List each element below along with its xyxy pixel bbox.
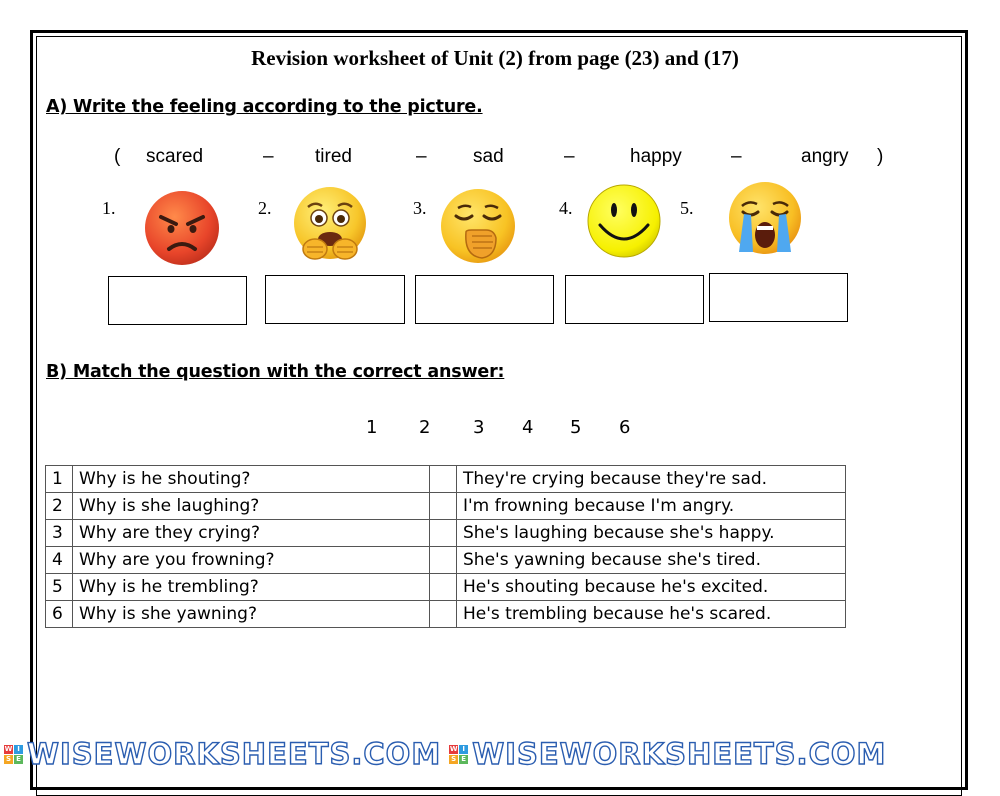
crying-face-icon [727, 180, 803, 258]
logo-text: WISEWORKSHEETS.COM [27, 737, 442, 771]
item-number: 3. [413, 198, 427, 218]
section-b-heading: B) Match the question with the correct answer: [46, 362, 505, 382]
row-number: 1 [46, 466, 73, 493]
match-answer-cell[interactable] [430, 574, 457, 601]
logo-tiles-icon: W I S E [4, 745, 23, 764]
answer-cell: She's yawning because she's tired. [457, 547, 846, 574]
question-cell: Why is he shouting? [73, 466, 430, 493]
logo-text: WISEWORKSHEETS.COM [472, 737, 887, 771]
yawning-face-icon [438, 186, 518, 266]
row-number: 6 [46, 601, 73, 628]
wiseworksheets-logo [4, 737, 441, 771]
wordbank-word: happy [630, 146, 682, 167]
wordbank-dash: – [564, 146, 575, 167]
wordbank-open-paren: ( [114, 146, 121, 167]
match-answer-cell[interactable] [430, 601, 457, 628]
angry-face-icon [143, 189, 221, 267]
table-row [46, 601, 846, 628]
row-number: 3 [46, 520, 73, 547]
answer-number: 4 [522, 417, 534, 438]
table-row [46, 547, 846, 574]
question-cell: Why are you frowning? [73, 547, 430, 574]
answer-number: 6 [619, 417, 631, 438]
item-number: 4. [559, 198, 573, 218]
question-cell: Why is she laughing? [73, 493, 430, 520]
item-number: 2. [258, 198, 272, 218]
wordbank-word: sad [473, 146, 504, 167]
smiley-face-icon [586, 183, 662, 259]
table-row [46, 520, 846, 547]
wordbank-dash: – [416, 146, 427, 167]
match-answer-cell[interactable] [430, 520, 457, 547]
worksheet-title: Revision worksheet of Unit (2) from page (23) and (17) [251, 46, 739, 70]
wordbank-word: angry [801, 146, 849, 167]
match-answer-cell[interactable] [430, 547, 457, 574]
answer-cell: She's laughing because she's happy. [457, 520, 846, 547]
match-table [45, 465, 846, 628]
row-number: 4 [46, 547, 73, 574]
table-row [46, 466, 846, 493]
footer-watermark [0, 736, 1000, 772]
wordbank-dash: – [263, 146, 274, 167]
answer-box-1[interactable] [108, 276, 247, 325]
answer-box-3[interactable] [415, 275, 554, 324]
question-cell: Why are they crying? [73, 520, 430, 547]
answer-cell: I'm frowning because I'm angry. [457, 493, 846, 520]
item-number: 1. [102, 198, 116, 218]
answer-cell: They're crying because they're sad. [457, 466, 846, 493]
answer-box-4[interactable] [565, 275, 704, 324]
answer-cell: He's shouting because he's excited. [457, 574, 846, 601]
wordbank-word: tired [315, 146, 352, 167]
answer-number: 3 [473, 417, 485, 438]
scared-face-icon [291, 185, 369, 265]
answer-cell: He's trembling because he's scared. [457, 601, 846, 628]
row-number: 2 [46, 493, 73, 520]
wordbank-word: scared [146, 146, 204, 167]
match-answer-cell[interactable] [430, 466, 457, 493]
wordbank-close-paren: ) [877, 146, 884, 167]
answer-box-2[interactable] [265, 275, 405, 324]
wordbank-dash: – [731, 146, 742, 167]
question-cell: Why is he trembling? [73, 574, 430, 601]
logo-tiles-icon: W I S E [449, 745, 468, 764]
table-row [46, 493, 846, 520]
answer-number: 5 [570, 417, 582, 438]
answer-number: 1 [366, 417, 378, 438]
table-row [46, 574, 846, 601]
answer-box-5[interactable] [709, 273, 848, 322]
match-answer-cell[interactable] [430, 493, 457, 520]
item-number: 5. [680, 198, 694, 218]
wiseworksheets-logo [449, 737, 886, 771]
row-number: 5 [46, 574, 73, 601]
answer-number: 2 [419, 417, 431, 438]
question-cell: Why is she yawning? [73, 601, 430, 628]
section-a-heading: A) Write the feeling according to the picture. [46, 97, 483, 117]
